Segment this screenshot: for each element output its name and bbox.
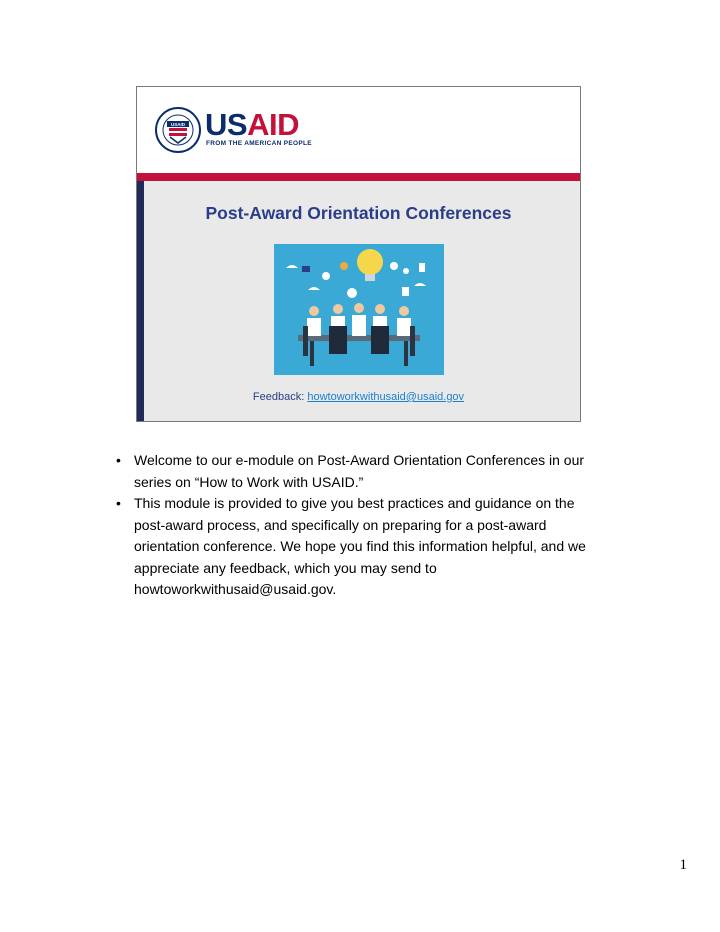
usaid-wordmark — [205, 109, 299, 140]
notes-item — [114, 450, 604, 493]
page-number: 1 — [679, 857, 687, 873]
notes-item-text: Welcome to our e-module on Post-Award Orientation Conferences in our series on “How to Work with USAID.” — [134, 452, 585, 490]
seal-text: USAID — [170, 122, 186, 127]
feedback-line — [137, 391, 580, 403]
feedback-label: Feedback: — [252, 391, 305, 403]
feedback-email-link[interactable]: howtoworkwithusaid@usaid.gov — [307, 391, 465, 403]
speaker-notes — [114, 450, 604, 601]
usaid-seal-icon — [155, 107, 201, 153]
notes-list — [114, 450, 604, 601]
bullet: • — [116, 452, 121, 468]
team-meeting-illustration — [274, 244, 444, 375]
logo-tagline: FROM THE AMERICAN PEOPLE — [206, 140, 312, 147]
wordmark-aid: AID — [247, 107, 299, 142]
slide-title: Post-Award Orientation Conferences — [205, 203, 512, 223]
slide-header — [137, 87, 580, 173]
wordmark-us: US — [205, 107, 248, 142]
slide-thumbnail — [136, 86, 581, 422]
red-divider — [137, 173, 580, 181]
notes-item-text: This module is provided to give you best practices and guidance on the post-award process, and specifically on preparing for a post-award orientation conference. We hope you find this information helpful, and we appreciate any feedback, which you may send to howtoworkwithusaid@usaid.gov. — [134, 495, 586, 597]
notes-item — [114, 493, 604, 601]
bullet: • — [116, 495, 121, 511]
